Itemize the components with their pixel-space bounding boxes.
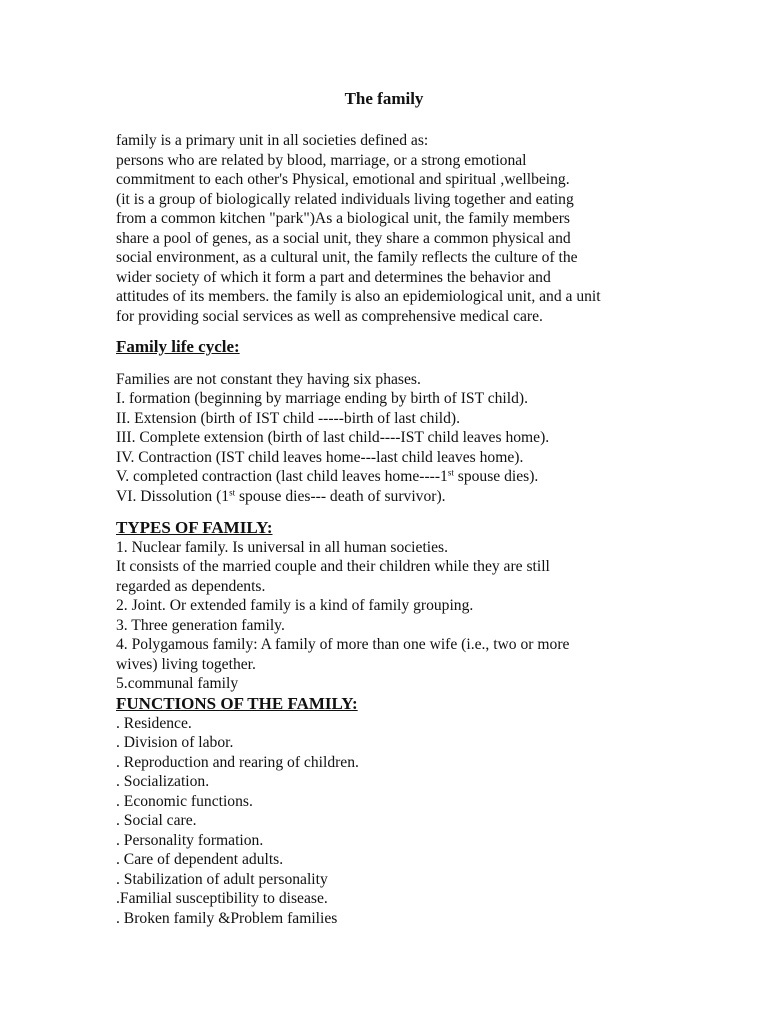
function-item: .Familial susceptibility to disease. xyxy=(116,890,328,907)
page-title: The family xyxy=(344,89,424,108)
life-cycle-phase: II. Extension (birth of IST child -----birth of last child). xyxy=(116,410,460,427)
intro-line: social environment, as a cultural unit, the family reflects the culture of the xyxy=(116,249,578,266)
intro-line: attitudes of its members. the family is also an epidemiological unit, and a unit xyxy=(116,288,601,305)
types-line: regarded as dependents. xyxy=(116,578,266,595)
types-line: 4. Polygamous family: A family of more than one wife (i.e., two or more xyxy=(116,636,570,653)
types-line: 3. Three generation family. xyxy=(116,617,285,634)
function-item: . Reproduction and rearing of children. xyxy=(116,754,359,771)
intro-line: for providing social services as well as comprehensive medical care. xyxy=(116,308,543,325)
life-cycle-phase: VI. Dissolution (1st spouse dies--- death of survivor). xyxy=(116,487,446,505)
intro-line: persons who are related by blood, marriage, or a strong emotional xyxy=(116,152,527,169)
intro-line: commitment to each other's Physical, emotional and spiritual ,wellbeing. xyxy=(116,171,570,188)
function-item: . Economic functions. xyxy=(116,793,253,810)
types-line: 5.communal family xyxy=(116,675,239,692)
life-cycle-phase: V. completed contraction (last child leaves home----1st spouse dies). xyxy=(116,467,539,485)
intro-line: from a common kitchen "park")As a biological unit, the family members xyxy=(116,210,571,227)
intro-line: wider society of which it form a part and determines the behavior and xyxy=(116,269,551,286)
intro-line: family is a primary unit in all societies defined as: xyxy=(116,132,429,149)
life-cycle-phase: I. formation (beginning by marriage ending by birth of IST child). xyxy=(116,390,528,407)
intro-line: (it is a group of biologically related individuals living together and eating xyxy=(116,191,574,208)
life-cycle-phase: III. Complete extension (birth of last child----IST child leaves home). xyxy=(116,429,550,446)
function-item: . Socialization. xyxy=(116,773,210,790)
types-line: It consists of the married couple and their children while they are still xyxy=(116,558,550,575)
life-cycle-intro: Families are not constant they having six phases. xyxy=(116,371,421,388)
types-line: 2. Joint. Or extended family is a kind of family grouping. xyxy=(116,597,474,614)
function-item: . Social care. xyxy=(116,812,197,829)
functions-heading: FUNCTIONS OF THE FAMILY: xyxy=(116,694,358,713)
types-heading: TYPES OF FAMILY: xyxy=(116,518,273,537)
types-line: wives) living together. xyxy=(116,656,256,673)
function-item: . Division of labor. xyxy=(116,734,234,751)
life-cycle-phase: IV. Contraction (IST child leaves home---last child leaves home). xyxy=(116,449,524,466)
function-item: . Broken family &Problem families xyxy=(116,910,338,927)
function-item: . Residence. xyxy=(116,715,192,732)
life-cycle-heading: Family life cycle: xyxy=(116,337,240,356)
intro-line: share a pool of genes, as a social unit, they share a common physical and xyxy=(116,230,571,247)
function-item: . Personality formation. xyxy=(116,832,264,849)
function-item: . Stabilization of adult personality xyxy=(116,871,328,888)
types-line: 1. Nuclear family. Is universal in all human societies. xyxy=(116,539,448,556)
function-item: . Care of dependent adults. xyxy=(116,851,284,868)
